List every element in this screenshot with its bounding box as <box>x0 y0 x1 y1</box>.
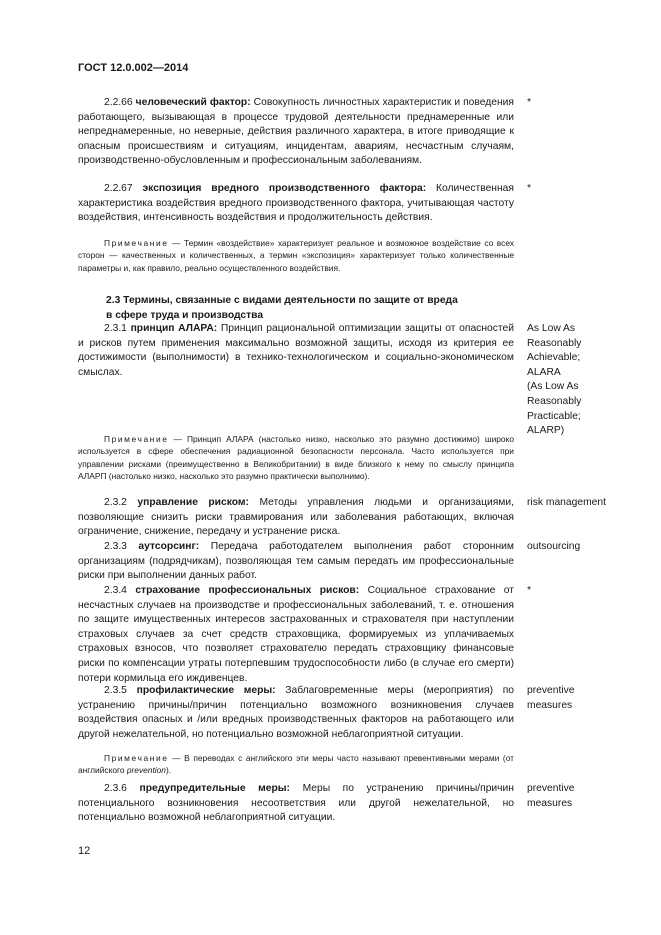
term-entry-2-3-6 <box>78 782 514 826</box>
entry-definition: Передача работодателем выполнения работ сторонним организациям (подрядчикам), позволяющая тем самым передать им профессиональные риски при выполнении данных работ. <box>78 541 514 582</box>
entry-term: профилактические меры: <box>136 685 276 696</box>
document-header: ГОСТ 12.0.002—2014 <box>78 62 189 74</box>
entry-equivalent: outsourcing <box>527 541 581 552</box>
equivalent-line: ALARP) <box>527 425 565 437</box>
entry-equivalent: preventive measures <box>527 783 575 809</box>
term-entry-2-3-1 <box>78 322 514 380</box>
note-exposure <box>78 237 514 274</box>
note-label: Примечание <box>104 434 169 444</box>
entry-definition: Количественная характеристика воздействия вредного производственного фактора, учитывающая частоту воздействия, интенсивность воздействия и продолжительность действия. <box>78 183 514 224</box>
note-text-end: ). <box>165 765 172 776</box>
entry-number: 2.3.3 <box>104 541 127 552</box>
entry-term: человеческий фактор: <box>135 97 251 108</box>
entry-equivalent: * <box>527 585 532 596</box>
entry-number: 2.3.1 <box>104 323 127 334</box>
entry-term: экспозиция вредного производственного фактора: <box>142 183 427 194</box>
equivalent-line: ALARA <box>527 366 561 378</box>
entry-definition: Методы управления людьми и организациями, позволяющие снизить риски травмирования или заболевания работающих, включая ограничение, снижение, передачу и устранение риска. <box>78 497 514 538</box>
note-italic-term: prevention <box>126 765 166 776</box>
entry-number: 2.2.66 <box>104 97 133 108</box>
entry-term: аутсорсинг: <box>138 541 200 552</box>
note-text: — Термин «воздействие» характеризует реальное и возможное воздействие со всех сторон — качественных и количественных, а термин «экспозиция» характеризует только количественные параметры и, как правило, реально осуществленного воздействия. <box>78 238 515 273</box>
note-label: Примечание <box>104 753 169 763</box>
entry-number: 2.3.6 <box>104 783 127 794</box>
note-preventive <box>78 752 514 777</box>
entry-definition: Меры по устранению причины/причин потенциального возникновения несоответствия или другой нежелательной, но потенциально возможной неблагоприятной ситуации. <box>78 783 514 824</box>
entry-equivalent: preventive measures <box>527 685 575 711</box>
entry-equivalent: risk management <box>527 497 606 508</box>
entry-definition: Социальное страхование от несчастных случаев на производстве и профессиональных заболеваний, т. е. отношения по защите имущественных интересов застрахованных и страхователя при наступлении страховых случаев за счет средств страховщика, формируемых из уплачиваемых страховых взносов, что позволяет страхователю передать страховщику финансовые риски по компенсации утраты потерпевшим трудоспособности либо (в случае его смерти) потери кормильца его иждивенцев. <box>78 585 514 684</box>
equivalent-line: (As Low As <box>527 381 579 393</box>
note-text: — В переводах с английского эти меры часто называют превентивными мерами (от английского <box>78 753 514 776</box>
term-entry-2-3-4 <box>78 584 514 686</box>
note-alara <box>78 433 514 483</box>
note-label: Примечание <box>104 238 169 248</box>
equivalent-line: Reasonably <box>527 337 582 349</box>
entry-definition: Заблаговременные меры (мероприятия) по устранению причины/причин потенциально возможного возникновения случаев воздействия опасных и /или вредных производственных факторов на работающего или другой нежелательной, но потенциально возможной неблагоприятной ситуации. <box>78 685 514 740</box>
entry-definition: Принцип рациональной оптимизации защиты от опасностей и рисков путем применения максимально возможной защиты, исходя из критерия ее достижимости (выполнимости) в технико-технологическом и социально-экономическом смыслах. <box>78 323 514 378</box>
equivalent-line: As Low As <box>527 323 576 334</box>
entry-term: управление риском: <box>137 497 249 508</box>
note-text: — Принцип АЛАРА (настолько низко, насколько это разумно достижимо) широко используется в сфере обеспечения радиационной безопасности персонала. Часто используется при управлении рисками (преимущественно в Великобритании) в виде близкого к нему по смыслу принципа АЛАРП (настолько низко, насколько это разумно практически выполнимо). <box>78 434 514 482</box>
page-number: 12 <box>78 845 91 857</box>
entry-number: 2.3.5 <box>104 685 127 696</box>
entry-equivalent-alara <box>527 322 627 439</box>
term-entry-2-2-66 <box>78 96 514 169</box>
section-heading-line: в сфере труда и производства <box>106 309 264 321</box>
entry-equivalent: * <box>527 183 532 194</box>
term-entry-2-2-67 <box>78 182 514 226</box>
section-heading-line: 2.3 Термины, связанные с видами деятельности по защите от вреда <box>106 295 458 306</box>
equivalent-line: Reasonably <box>527 395 582 407</box>
entry-definition: Совокупность личностных характеристик и поведения работающего, вызывающая в процессе трудовой деятельности преднамеренные или непреднамеренные, но неверные, действия различного характера, в итоге приводящие к опасным происшествиям и ситуациям, инцидентам, авариям, несчастным случаям, производственно-обусловленным и профессиональным заболеваниям. <box>78 97 514 167</box>
section-heading-2-3 <box>106 294 514 323</box>
equivalent-line: Achievable; <box>527 352 581 364</box>
equivalent-line: Practicable; <box>527 410 581 422</box>
entry-term: страхование профессиональных рисков: <box>135 585 360 596</box>
entry-term: предупредительные меры: <box>139 783 290 794</box>
entry-number: 2.3.2 <box>104 497 127 508</box>
entry-number: 2.2.67 <box>104 183 133 194</box>
entry-equivalent: * <box>527 97 532 108</box>
term-entry-2-3-3 <box>78 540 514 584</box>
term-entry-2-3-5 <box>78 684 514 742</box>
entry-term: принцип АЛАРА: <box>130 323 218 334</box>
term-entry-2-3-2 <box>78 496 514 540</box>
entry-number: 2.3.4 <box>104 585 127 596</box>
